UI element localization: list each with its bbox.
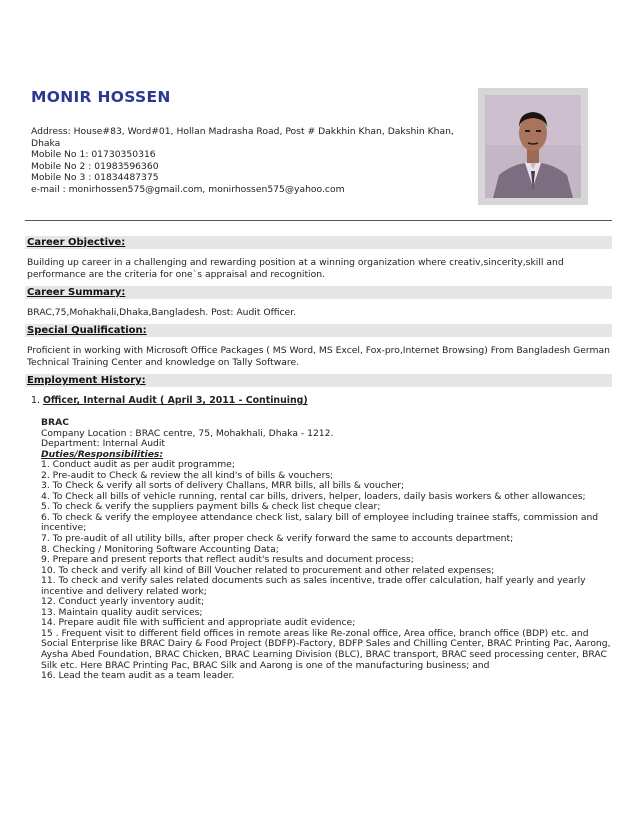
career-objective-heading [25, 236, 612, 249]
list-item: 6. To check & verify the employee attendance check list, salary bill of employee including trainee staffs, commission and incentive; [41, 511, 599, 534]
list-item: 13. Maintain quality audit services; [41, 606, 203, 618]
list-item: 9. Prepare and present reports that reflect audit's results and document process; [41, 554, 414, 566]
career-summary-heading [25, 286, 612, 299]
header-divider [25, 220, 612, 221]
list-item: 8. Checking / Monitoring Software Accounting Data; [41, 543, 279, 555]
mobile-1: Mobile No 1: 01730350316 [31, 149, 156, 161]
email: e-mail : monirhossen575@gmail.com, monirhossen575@yahoo.com [31, 183, 345, 195]
profile-photo [485, 95, 581, 198]
organization-name: BRAC [41, 417, 69, 428]
career-summary-text: BRAC,75,Mohakhali,Dhaka,Bangladesh. Post: Audit Officer. [27, 307, 297, 318]
job-details [41, 418, 613, 682]
job-number: 1. [31, 395, 40, 406]
profile-photo-frame [478, 88, 588, 205]
list-item: 14. Prepare audit file with sufficient and appropriate audit evidence; [41, 617, 356, 629]
company-location: Company Location : BRAC centre, 75, Mohakhali, Dhaka - 1212. [41, 427, 334, 439]
mobile-2: Mobile No 2 : 01983596360 [31, 160, 159, 172]
department: Department: Internal Audit [41, 438, 166, 450]
duties-heading: Duties/Responsibilities: [41, 448, 164, 460]
list-item: 10. To check and verify all kind of Bill Voucher related to procurement and other related expenses; [41, 564, 495, 576]
list-item: 12. Conduct yearly inventory audit; [41, 596, 205, 608]
special-qualification-heading [25, 324, 612, 337]
list-item: 15 . Frequent visit to different field offices in remote areas like Re-zonal office, Area office, branch office (BDP) etc. and Social Enterprise like BRAC Dairy & Food Project (BDFP)-Factory, BDFP Sales and Chilling Center, BRAC Printing Pac, Aarong, Aysha Abed Foundation, BRAC Chicken, BRAC Learning Division (BLC), BRAC transport, BRAC seed processing center, BRAC Silk etc. Here BRAC Printing Pac, BRAC Silk and Aarong is one of the manufacturing business; and [41, 627, 611, 671]
address: Address: House#83, Word#01, Hollan Madrasha Road, Post # Dakkhin Khan, Dakshin Khan, Dhaka [31, 126, 454, 149]
contact-block [31, 126, 461, 196]
employment-history-heading-text: Employment History: [27, 375, 146, 386]
list-item: 2. Pre-audit to Check & review the all kind's of bills & vouchers; [41, 469, 334, 481]
career-summary-heading-text: Career Summary: [27, 287, 126, 298]
special-qualification-heading-text: Special Qualification: [27, 325, 147, 336]
career-objective-text: Building up career in a challenging and rewarding position at a winning organization where creativ,sincerity,skill and performance are the criteria for one`s appraisal and recognition. [27, 257, 564, 280]
list-item: 3. To Check & verify all sorts of delivery Challans, MRR bills, all bills & voucher; [41, 480, 405, 492]
candidate-name: MONIR HOSSEN [31, 88, 171, 106]
job-title: Officer, Internal Audit ( April 3, 2011 - Continuing) [42, 395, 308, 406]
list-item: 16. Lead the team audit as a team leader. [41, 670, 235, 682]
employment-history-heading [25, 374, 612, 387]
duties-list [41, 460, 613, 681]
career-objective-heading-text: Career Objective: [27, 237, 126, 248]
mobile-3: Mobile No 3 : 01834487375 [31, 172, 159, 184]
list-item: 1. Conduct audit as per audit programme; [41, 459, 235, 471]
list-item: 5. To check & verify the suppliers payment bills & check list cheque clear; [41, 501, 381, 513]
list-item: 4. To Check all bills of vehicle running, rental car bills, drivers, helper, loaders, daily basis workers & other allowances; [41, 490, 586, 502]
list-item: 11. To check and verify sales related documents such as sales incentive, trade offer calculation, half yearly and yearly incentive and delivery related work; [41, 575, 586, 597]
job-title-line [31, 395, 308, 406]
special-qualification-text: Proficient in working with Microsoft Office Packages ( MS Word, MS Excel, Fox-pro,Internet Browsing) From Bangladesh German Technical Training Center and knowledge on Tally Software. [27, 345, 610, 368]
list-item: 7. To pre-audit of all utility bills, after proper check & verify forward the same to accounts department; [41, 533, 514, 545]
